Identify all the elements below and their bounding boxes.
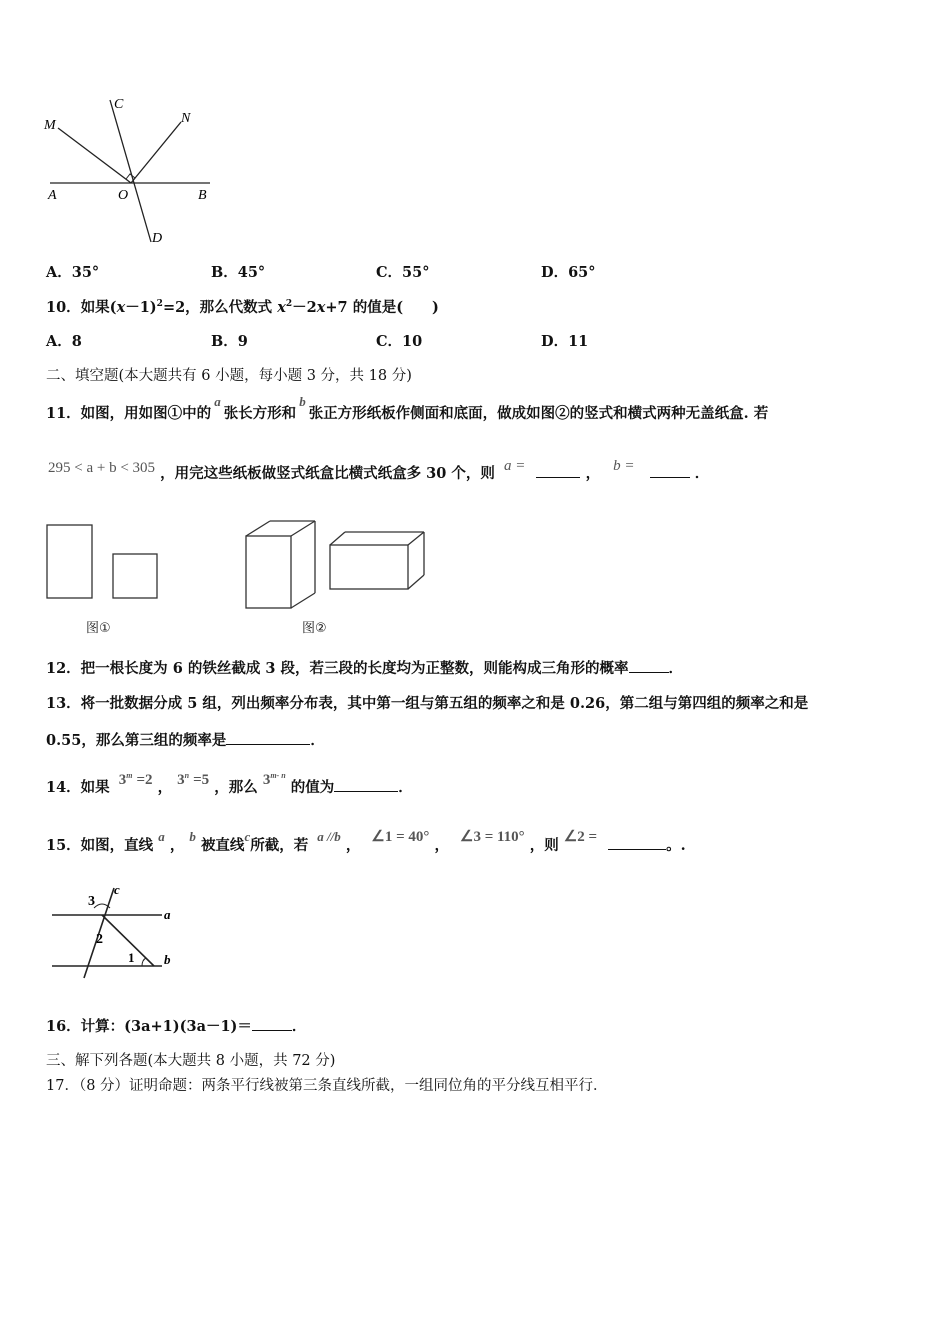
square-board (113, 554, 157, 598)
q11-answer-b-blank[interactable] (650, 463, 690, 478)
q11-line2: 295 < a + b < 305 ，用完这些纸板做竖式纸盒比横式纸盒多 30 个，则 a = ， b = ． (48, 458, 710, 482)
q12-stem: 12．把一根长度为 6 的铁丝截成 3 段，若三段的长度均为正整数，则能构成三角形的概率 ． (46, 660, 684, 677)
fig-label-c: c (114, 882, 120, 897)
angle-1-arc (142, 958, 146, 966)
right-angle-mark (126, 174, 135, 179)
fig-label-2: 2 (96, 932, 103, 947)
q10-stem: 10．如果$(x-1)^2=2$，那么代数式 $x^2-2x+7$ 的值是( ) (46, 299, 439, 316)
q15-stem: 15．如图，直线 a ， b 被直线c所截，若 a //b ， ∠1 = 40° ， ∠3 = 110° ，则 ∠2 = 。. (46, 829, 686, 854)
q9-option-d: D．65° (541, 264, 596, 281)
fig-label-b: b (164, 952, 171, 967)
figure-1-caption: 图① (86, 621, 111, 636)
figure-2-caption: 图② (302, 621, 327, 636)
vertical-box (246, 521, 315, 608)
q13-answer-blank[interactable] (226, 730, 310, 745)
label-a: A (48, 188, 57, 203)
q10-option-c: C．10 (376, 333, 423, 350)
label-o: O (118, 188, 129, 203)
q13-line2: 0.55，那么第三组的频率是 ． (46, 732, 325, 749)
ray-on (131, 122, 181, 183)
label-m: M (44, 118, 56, 133)
section-2-heading: 二、填空题(本大题共有 6 小题，每小题 3 分，共 18 分) (46, 368, 412, 384)
label-d: D (152, 231, 163, 246)
q12-answer-blank[interactable] (629, 658, 669, 673)
angle-figure (38, 92, 223, 250)
q14-answer-blank[interactable] (334, 777, 398, 792)
q11-line1: 11．如图，用如图①中的a张长方形和b张正方形纸板作侧面和底面，做成如图②的竖式和横式两种无盖纸盒. 若 (46, 394, 769, 422)
label-c: C (114, 97, 124, 112)
q17-stem: 17．（8 分）证明命题：两条平行线被第三条直线所截，一组同位角的平分线互相平行． (46, 1078, 608, 1094)
q15-answer-blank[interactable] (608, 835, 666, 850)
q16-answer-blank[interactable] (252, 1016, 292, 1031)
fig-label-1: 1 (128, 950, 135, 965)
q9-option-b: B．45° (211, 264, 266, 281)
q13-line1: 13．将一批数据分成 5 组，列出频率分布表，其中第一组与第五组的频率之和是 0.26，第二组与第四组的频率之和是 (46, 695, 809, 712)
q11-answer-a-blank[interactable] (536, 463, 580, 478)
q9-option-a: A．35° (46, 264, 100, 281)
horizontal-box (330, 532, 424, 589)
q10-option-a: A．8 (46, 333, 82, 350)
fig-label-a: a (164, 907, 171, 922)
label-b: B (198, 188, 207, 203)
q9-option-c: C．55° (376, 264, 430, 281)
label-n: N (181, 111, 191, 126)
q16-stem: 16．计算：(3a+1)(3a－1)＝ ． (46, 1018, 307, 1035)
section-3-heading: 三、解下列各题(本大题共 8 小题，共 72 分) (46, 1053, 336, 1069)
q10-option-d: D．11 (541, 333, 589, 350)
parallel-lines-figure (44, 882, 184, 982)
rectangle-board (47, 525, 92, 598)
q10-option-b: B．9 (211, 333, 248, 350)
q14-stem: 14．如果 $3^m =2$ ， $3^n =5$ ，那么 3$^{m- n}$ 的值为 ． (46, 771, 413, 796)
fig-label-3: 3 (88, 894, 95, 909)
